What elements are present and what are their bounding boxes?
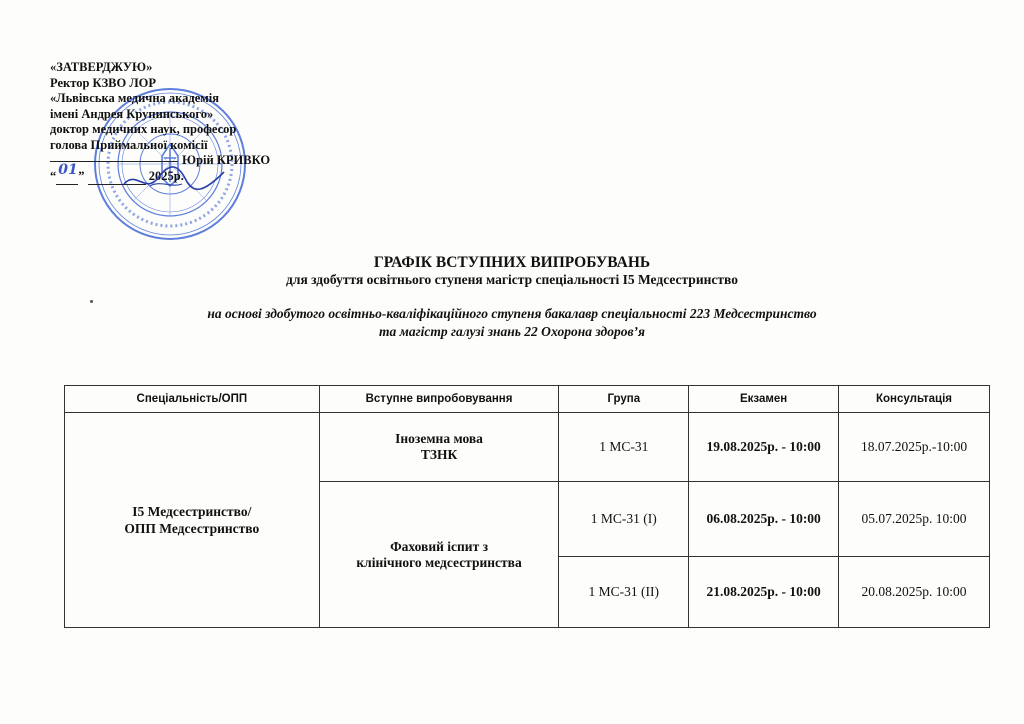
exam-date-cell: 19.08.2025р. - 10:00 bbox=[689, 413, 839, 482]
document-basis bbox=[0, 305, 1024, 341]
header-exam: Екзамен bbox=[689, 386, 839, 413]
header-consultation: Консультація bbox=[839, 386, 990, 413]
signature-icon bbox=[120, 150, 230, 200]
exam-schedule-table bbox=[64, 385, 990, 628]
consultation-cell: 05.07.2025р. 10:00 bbox=[839, 482, 990, 557]
table-header-row bbox=[65, 386, 990, 413]
specialty-cell bbox=[65, 413, 320, 628]
approval-position: Ректор КЗВО ЛОР bbox=[50, 75, 157, 90]
specialty-line-1: І5 Медсестринство/ bbox=[132, 504, 252, 519]
exam-name-cell bbox=[319, 413, 559, 482]
basis-line-1: на основі здобутого освітньо-кваліфікаційного ступеня бакалавр спеціальності 223 Медсестринство bbox=[207, 306, 817, 321]
approval-degree: доктор медичних наук, професор bbox=[50, 122, 237, 136]
consultation-cell: 20.08.2025р. 10:00 bbox=[839, 557, 990, 628]
group-cell: 1 МС-31 (І) bbox=[559, 482, 689, 557]
scan-dot bbox=[90, 300, 93, 303]
exam1-line-2: ТЗНК bbox=[420, 447, 458, 462]
approval-role: голова Приймальної комісії bbox=[50, 137, 208, 152]
date-year: 2025р. bbox=[148, 168, 184, 183]
exam1-line-1: Іноземна мова bbox=[395, 431, 483, 446]
specialty-line-2: ОПП Медсестринство bbox=[124, 521, 260, 536]
approval-heading: «ЗАТВЕРДЖУЮ» bbox=[50, 60, 153, 74]
header-specialty: Спеціальність/ОПП bbox=[65, 386, 320, 413]
document-subtitle: для здобуття освітнього ступеня магістр спеціальності І5 Медсестринство bbox=[286, 272, 738, 287]
exam2-line-2: клінічного медсестринства bbox=[356, 554, 522, 570]
document-title: ГРАФІК ВСТУПНИХ ВИПРОБУВАНЬ bbox=[373, 254, 651, 271]
date-mid-quote: ” bbox=[78, 168, 85, 183]
date-open-quote: “ bbox=[50, 168, 57, 183]
exam-date-cell: 21.08.2025р. - 10:00 bbox=[689, 557, 839, 628]
table-row bbox=[65, 413, 990, 482]
group-cell: 1 МС-31 (ІІ) bbox=[559, 557, 689, 628]
group-cell: 1 МС-31 bbox=[559, 413, 689, 482]
date-day: 01 bbox=[58, 161, 78, 178]
consultation-cell: 18.07.2025р.-10:00 bbox=[839, 413, 990, 482]
approval-institution-2: імені Андрея Крупинського» bbox=[50, 106, 214, 121]
exam-name-cell bbox=[319, 482, 559, 628]
exam-date-cell: 06.08.2025р. - 10:00 bbox=[689, 482, 839, 557]
exam2-line-1: Фаховий іспит з bbox=[390, 538, 489, 554]
approval-institution-1: «Львівська медична академія bbox=[50, 91, 220, 105]
signer-name: Юрій КРИВКО bbox=[182, 153, 271, 167]
header-entrance-exam: Вступне випробовування bbox=[319, 386, 559, 413]
header-group: Група bbox=[559, 386, 689, 413]
basis-line-2: та магістр галузі знань 22 Охорона здоров’я bbox=[379, 324, 645, 339]
